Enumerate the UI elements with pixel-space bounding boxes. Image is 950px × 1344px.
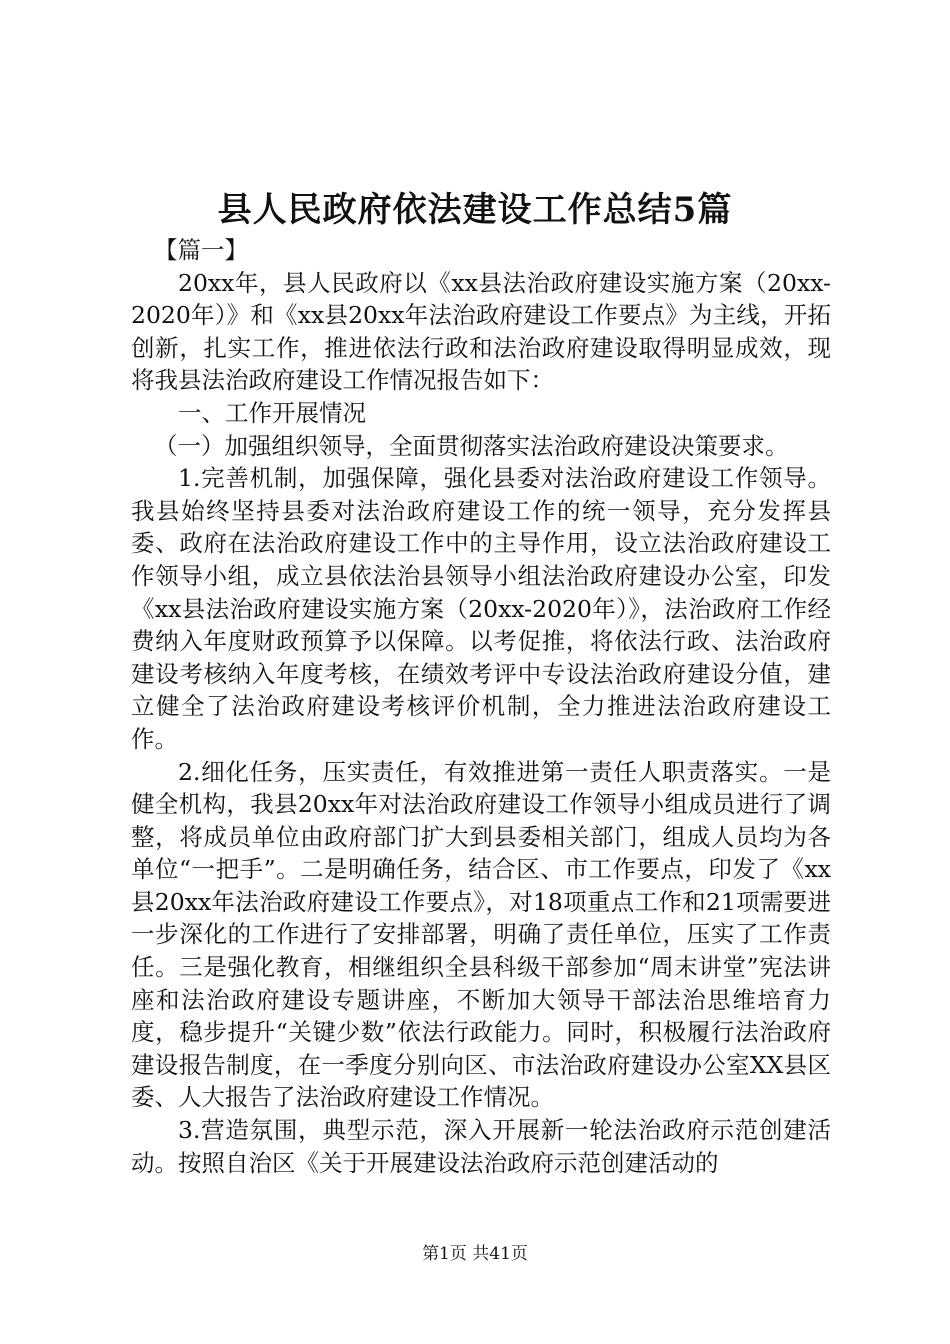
section-label: 【篇一】 — [154, 236, 248, 264]
document-title: 县人民政府依法建设工作总结5篇 — [217, 190, 733, 230]
document-body — [131, 234, 831, 1179]
paragraph-item-3: 3.营造氛围，典型示范，深入开展新一轮法治政府示范创建活动。按照自治区《关于开展建设法治政府示范创建活动的 — [131, 1116, 831, 1177]
paragraph-intro: 20xx年，县人民政府以《xx县法治政府建设实施方案（20xx-2020年）》和《xx县20xx年法治政府建设工作要点》为主线，开拓创新，扎实工作，推进依法行政和法治政府建设取得明显成效，现将我县法治政府建设工作情况报告如下： — [131, 268, 831, 395]
subheading-organization: （一）加强组织领导，全面贯彻落实法治政府建设决策要求。 — [154, 431, 789, 460]
paragraph-item-1: 1.完善机制，加强保障，强化县委对法治政府建设工作领导。我县始终坚持县委对法治政府建设工作的统一领导，充分发挥县委、政府在法治政府建设工作中的主导作用，设立法治政府建设工作领导小组，成立县依法治县领导小组法治政府建设办公室，印发《xx县法治政府建设实施方案（20xx-2020年）》，法治政府工作经费纳入年度财政预算予以保障。以考促推，将依法行政、法治政府建设考核纳入年度考核，在绩效考评中专设法治政府建设分值，建立健全了法治政府建设考核评价机制，全力推进法治政府建设工作。 — [131, 464, 831, 753]
heading-work-status: 一、工作开展情况 — [178, 398, 366, 427]
page-number-footer: 第1页 共41页 — [422, 1244, 528, 1264]
paragraph-item-2: 2.细化任务，压实责任，有效推进第一责任人职责落实。一是健全机构，我县20xx年对法治政府建设工作领导小组成员进行了调整，将成员单位由政府部门扩大到县委相关部门，组成人员均为各单位“一把手”。二是明确任务，结合区、市工作要点，印发了《xx县20xx年法治政府建设工作要点》，对18项重点工作和21项需要进一步深化的工作进行了安排部署，明确了责任单位，压实了工作责任。三是强化教育，相继组织全县科级干部参加“周末讲堂”宪法讲座和法治政府建设专题讲座，不断加大领导干部法治思维培育力度，稳步提升“关键少数”依法行政能力。同时，积极履行法治政府建设报告制度，在一季度分别向区、市法治政府建设办公室XX县区委、人大报告了法治政府建设工作情况。 — [131, 757, 831, 1112]
